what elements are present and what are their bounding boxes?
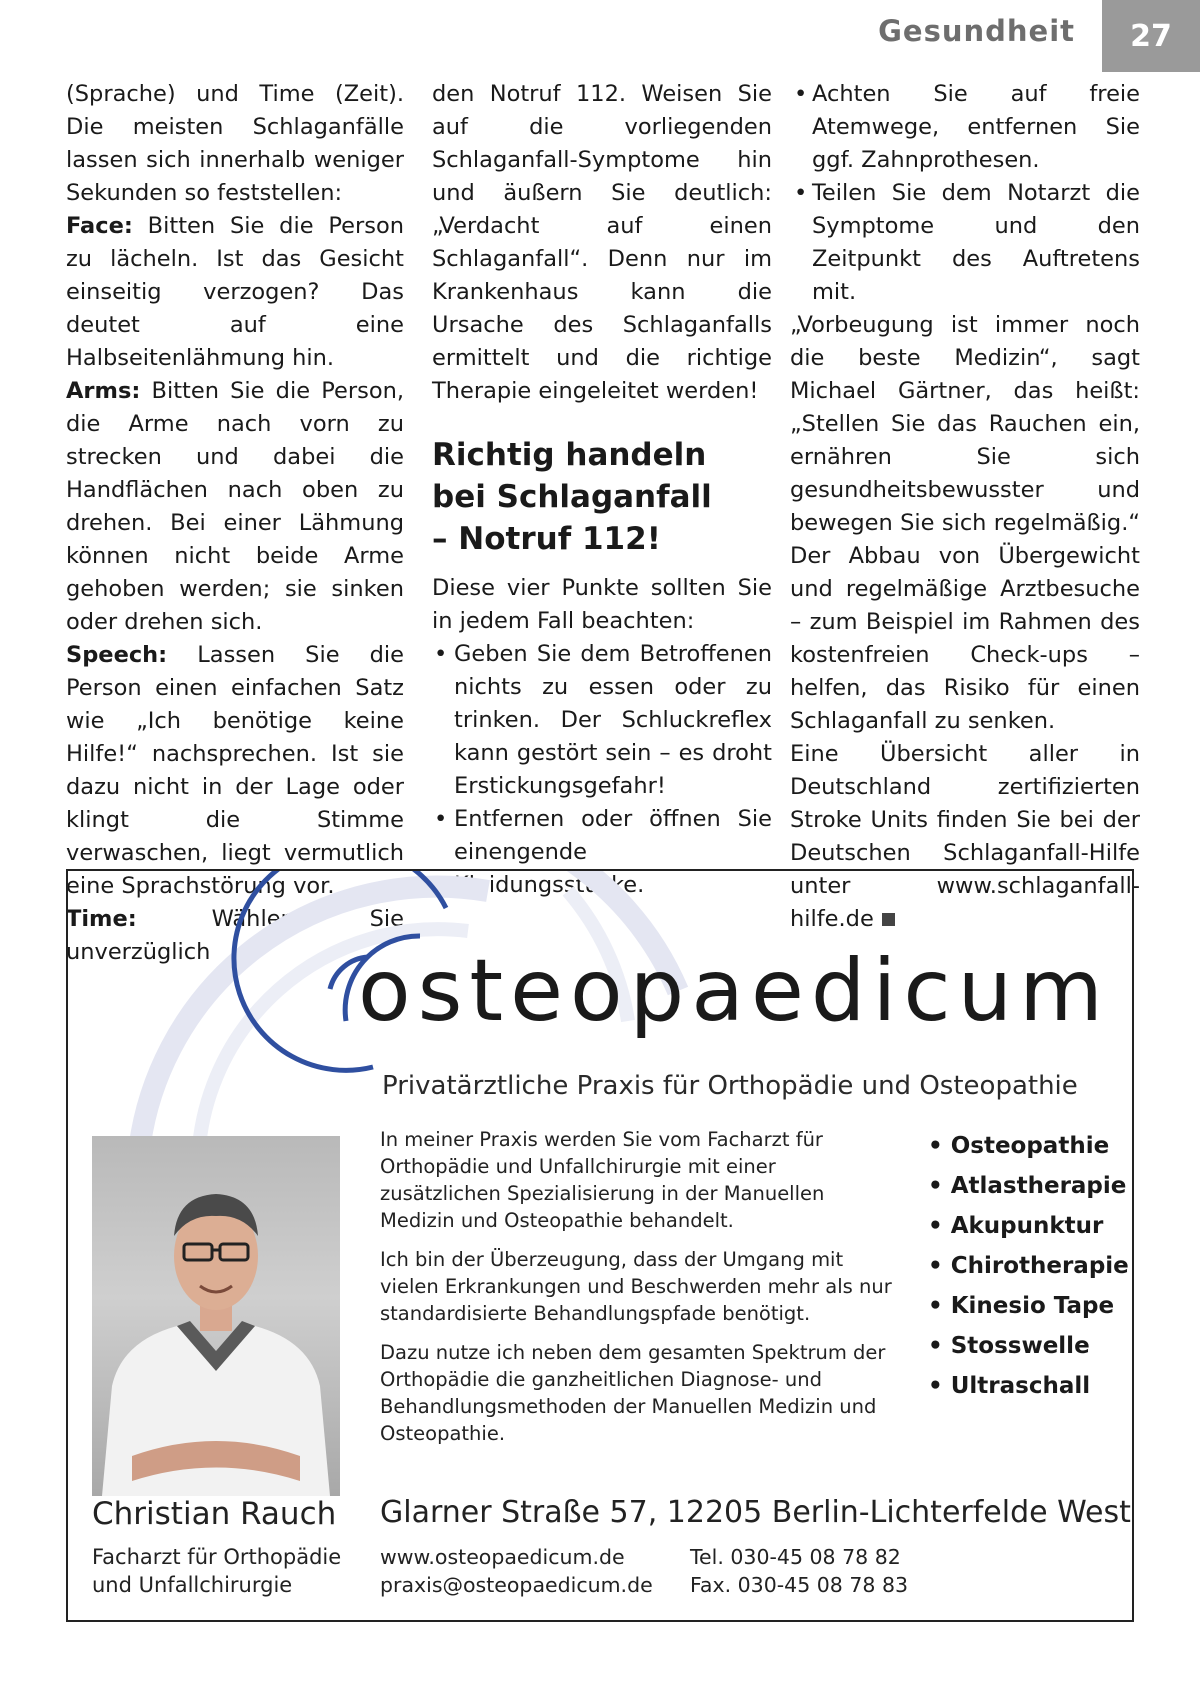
service-item: • Akupunktur bbox=[928, 1213, 1104, 1239]
paragraph: Diese vier Punkte sollten Sie in jedem Fall beachten: bbox=[432, 575, 772, 634]
doctor-title-line: und Unfallchirurgie bbox=[92, 1573, 293, 1597]
article-column-1 bbox=[66, 78, 404, 969]
doctor-title-line: Facharzt für Orthopädie bbox=[92, 1545, 342, 1569]
advertisement bbox=[66, 869, 1134, 1622]
subheading bbox=[432, 434, 772, 560]
practice-address: Glarner Straße 57, 12205 Berlin-Lichterfelde West bbox=[380, 1495, 1131, 1530]
list-item: • Entfernen oder öffnen Sie einengende Kleidungsstücke. bbox=[432, 803, 772, 902]
paragraph: Ich bin der Überzeugung, dass der Umgang mit vielen Erkrankungen und Beschwerden mehr als nur standardisierte Behandlungspfade benötigt. bbox=[380, 1248, 892, 1325]
phone-number: Tel. 030-45 08 78 82 bbox=[690, 1545, 901, 1569]
section-title: Gesundheit bbox=[878, 14, 1075, 48]
web-contact bbox=[380, 1543, 653, 1599]
article-column-3 bbox=[790, 78, 1140, 936]
service-item: • Atlastherapie bbox=[928, 1173, 1127, 1199]
time-text: Wählen Sie unverzüglich bbox=[66, 906, 404, 965]
fast-face bbox=[66, 210, 404, 375]
service-item: • Osteopathie bbox=[928, 1133, 1110, 1159]
time-label: Time: bbox=[66, 906, 137, 932]
article-column-2 bbox=[432, 78, 772, 902]
service-item: • Stosswelle bbox=[928, 1333, 1090, 1359]
fax-number: Fax. 030-45 08 78 83 bbox=[690, 1573, 909, 1597]
list-item: • Geben Sie dem Betroffenen nichts zu essen oder zu trinken. Der Schluckreflex kann gestört sein – es droht Erstickungsgefahr! bbox=[432, 638, 772, 803]
subheading-line: – Notruf 112! bbox=[432, 521, 661, 557]
speech-text: Lassen Sie die Person einen einfachen Satz wie „Ich benötige keine Hilfe!“ nachsprechen. Ist sie dazu nicht in der Lage oder klingt die Stimme verwaschen, liegt vermutlich eine Sprachstörung vor. bbox=[66, 642, 404, 899]
service-item: • Kinesio Tape bbox=[928, 1293, 1115, 1319]
arms-label: Arms: bbox=[66, 378, 141, 404]
phone-contact bbox=[690, 1543, 908, 1599]
email-link[interactable]: praxis@osteopaedicum.de bbox=[380, 1573, 653, 1597]
page-number: 27 bbox=[1102, 0, 1200, 72]
face-label: Face: bbox=[66, 213, 133, 239]
doctor-title bbox=[92, 1543, 341, 1599]
intro-text bbox=[380, 1126, 900, 1459]
doctor-portrait-icon bbox=[92, 1136, 340, 1496]
fast-arms bbox=[66, 375, 404, 639]
tagline: Privatärztliche Praxis für Orthopädie und Osteopathie bbox=[382, 1071, 1078, 1101]
arms-text: Bitten Sie die Person, die Arme nach vorn zu strecken und dabei die Handflächen nach oben zu drehen. Bei einer Lähmung können nicht beide Arme gehoben werden; sie sinken oder drehen sich. bbox=[66, 378, 404, 635]
service-item: • Ultraschall bbox=[928, 1373, 1091, 1399]
subheading-line: Richtig handeln bbox=[432, 437, 707, 473]
list-item: • Achten Sie auf freie Atemwege, entfernen Sie ggf. Zahnprothesen. bbox=[790, 78, 1140, 177]
speech-label: Speech: bbox=[66, 642, 168, 668]
subheading-line: bei Schlaganfall bbox=[432, 479, 712, 515]
stroke-units-text: Eine Übersicht aller in Deutschland zertifizierten Stroke Units finden Sie bei der Deutschen Schlaganfall-Hilfe unter www.schlaganfall-hilfe.de bbox=[790, 741, 1140, 932]
paragraph: „Vorbeugung ist immer noch die beste Medizin“, sagt Michael Gärtner, das heißt: „Stellen Sie das Rauchen ein, ernähren Sie sich gesundheitsbewusster und bewegen Sie sich regelmäßig.“ Der Abbau von Übergewicht und regelmäßige Arztbesuche – zum Beispiel im Rahmen des kostenfreien Check-ups – helfen, das Risiko für einen Schlaganfall zu senken. bbox=[790, 312, 1140, 734]
paragraph: Dazu nutze ich neben dem gesamten Spektrum der Orthopädie die ganzheitlichen Diagnose- und Behandlungsmethoden der Manuellen Medizin und Osteopathie. bbox=[380, 1341, 886, 1445]
doctor-photo bbox=[92, 1136, 340, 1496]
website-link[interactable]: www.osteopaedicum.de bbox=[380, 1545, 625, 1569]
paragraph: (Sprache) und Time (Zeit). Die meisten Schlaganfälle lassen sich innerhalb weniger Sekunden so feststellen: bbox=[66, 81, 404, 206]
face-text: Bitten Sie die Person zu lächeln. Ist das Gesicht einseitig verzogen? Das deutet auf eine Halbseitenlähmung hin. bbox=[66, 213, 404, 371]
paragraph: den Notruf 112. Weisen Sie auf die vorliegenden Schlaganfall-Symptome hin und äußern Sie deutlich: „Verdacht auf einen Schlaganfall“. Denn nur im Krankenhaus kann die Ursache des Schlaganfalls ermittelt und die richtige Therapie eingeleitet werden! bbox=[432, 81, 772, 404]
service-item: • Chirotherapie bbox=[928, 1253, 1129, 1279]
brand-logo: osteopaedicum bbox=[358, 941, 1110, 1041]
fast-speech bbox=[66, 639, 404, 903]
paragraph: In meiner Praxis werden Sie vom Facharzt für Orthopädie und Unfallchirurgie mit einer zusätzlichen Spezialisierung in der Manuellen Medizin und Osteopathie behandelt. bbox=[380, 1128, 825, 1232]
list-item: • Teilen Sie dem Notarzt die Symptome und den Zeitpunkt des Auftretens mit. bbox=[790, 177, 1140, 309]
doctor-name: Christian Rauch bbox=[92, 1496, 337, 1532]
services-list bbox=[928, 1126, 1129, 1406]
